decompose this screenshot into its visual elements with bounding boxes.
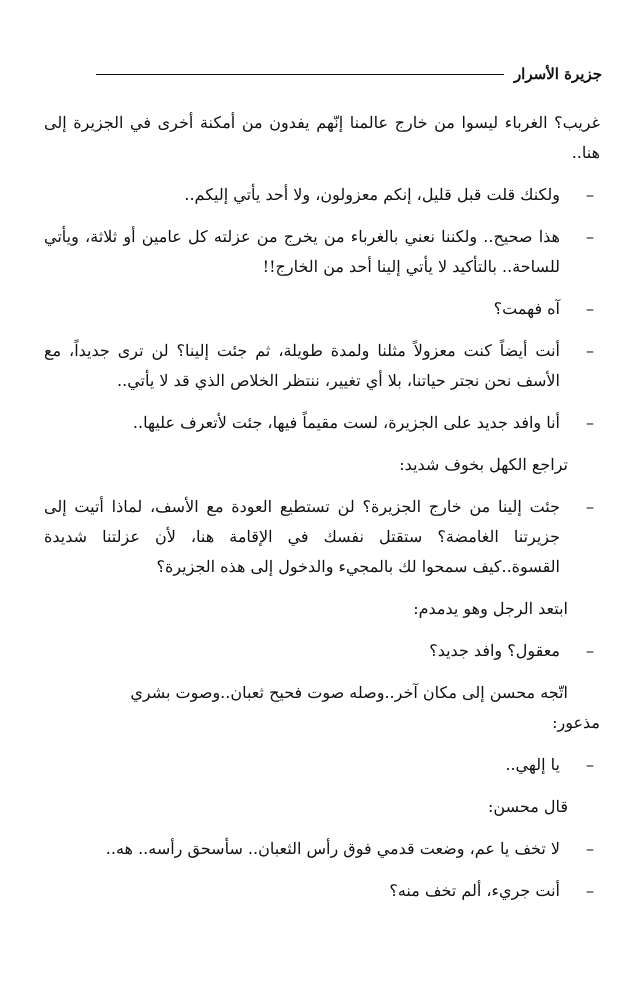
dialogue-dash: – <box>586 641 594 660</box>
narration-line: اتّجه محسن إلى مكان آخر..وصله صوت فحيح ثعبان..وصوت بشري <box>130 683 568 702</box>
dialogue-text: معقول؟ وافد جديد؟ <box>429 641 560 660</box>
narration: قال محسن: <box>488 797 568 816</box>
book-title: جزيرة الأسرار <box>513 65 602 83</box>
paragraph: غريب؟ الغرباء ليسوا من خارج عالمنا إنّهم يفدون من أمكنة أخرى في الجزيرة إلى هنا.. <box>44 113 600 162</box>
dialogue-dash: – <box>586 839 594 858</box>
dialogue-dash: – <box>586 185 594 204</box>
dialogue-text: لا تخف يا عم، وضعت قدمي فوق رأس الثعبان.. سأسحق رأسه.. هه.. <box>105 839 560 858</box>
narration: تراجع الكهل بخوف شديد: <box>399 455 568 474</box>
dialogue-line <box>44 222 600 282</box>
dialogue-line <box>44 834 600 864</box>
dialogue-line <box>44 336 600 396</box>
dialogue-line <box>44 636 600 666</box>
dialogue-dash: – <box>586 497 594 516</box>
running-header <box>96 62 602 86</box>
dialogue-dash: – <box>586 755 594 774</box>
dialogue-text: هذا صحيح.. ولكننا نعني بالغرباء من يخرج من عزلته كل عامين أو ثلاثة، ويأتي للساحة.. بالتأكيد لا يأتي إلينا أحد من الخارج!! <box>44 227 560 276</box>
dialogue-text: أنا وافد جديد على الجزيرة، لست مقيماً فيها، جئت لأتعرف عليها.. <box>132 413 560 432</box>
narration-line: مذعور: <box>552 713 600 732</box>
dialogue-dash: – <box>586 227 594 246</box>
dialogue-line <box>44 750 600 780</box>
dialogue-line <box>44 408 600 438</box>
header-rule <box>96 74 504 75</box>
narration <box>44 678 600 738</box>
dialogue-text: ولكنك قلت قبل قليل، إنكم معزولون، ولا أحد يأتي إليكم.. <box>184 185 560 204</box>
dialogue-text: أنت جريء، ألم تخف منه؟ <box>389 881 560 900</box>
dialogue-text: أنت أيضاً كنت معزولاً مثلنا ولمدة طويلة، ثم جئت إلينا؟ لن ترى جديداً، مع الأسف نحن نجتر حياتنا، بلا أي تغيير، ننتظر الخلاص الذي قد لا يأتي.. <box>44 341 560 390</box>
dialogue-dash: – <box>586 881 594 900</box>
dialogue-text: آه فهمت؟ <box>493 299 560 318</box>
dialogue-text: جئت إلينا من خارج الجزيرة؟ لن تستطيع العودة مع الأسف، لماذا أتيت إلى جزيرتنا الغامضة؟ ستقتل نفسك في الإقامة هنا، لأن عزلتنا شديدة القسوة..كيف سمحوا لك بالمجيء والدخول إلى هذه الجزيرة؟ <box>44 497 560 576</box>
dialogue-line <box>44 180 600 210</box>
dialogue-line <box>44 492 600 582</box>
dialogue-dash: – <box>586 299 594 318</box>
dialogue-dash: – <box>586 341 594 360</box>
narration: ابتعد الرجل وهو يدمدم: <box>413 599 568 618</box>
dialogue-dash: – <box>586 413 594 432</box>
page-body <box>44 108 600 918</box>
dialogue-line <box>44 876 600 906</box>
dialogue-line <box>44 294 600 324</box>
dialogue-text: يا إلهي.. <box>505 755 560 774</box>
